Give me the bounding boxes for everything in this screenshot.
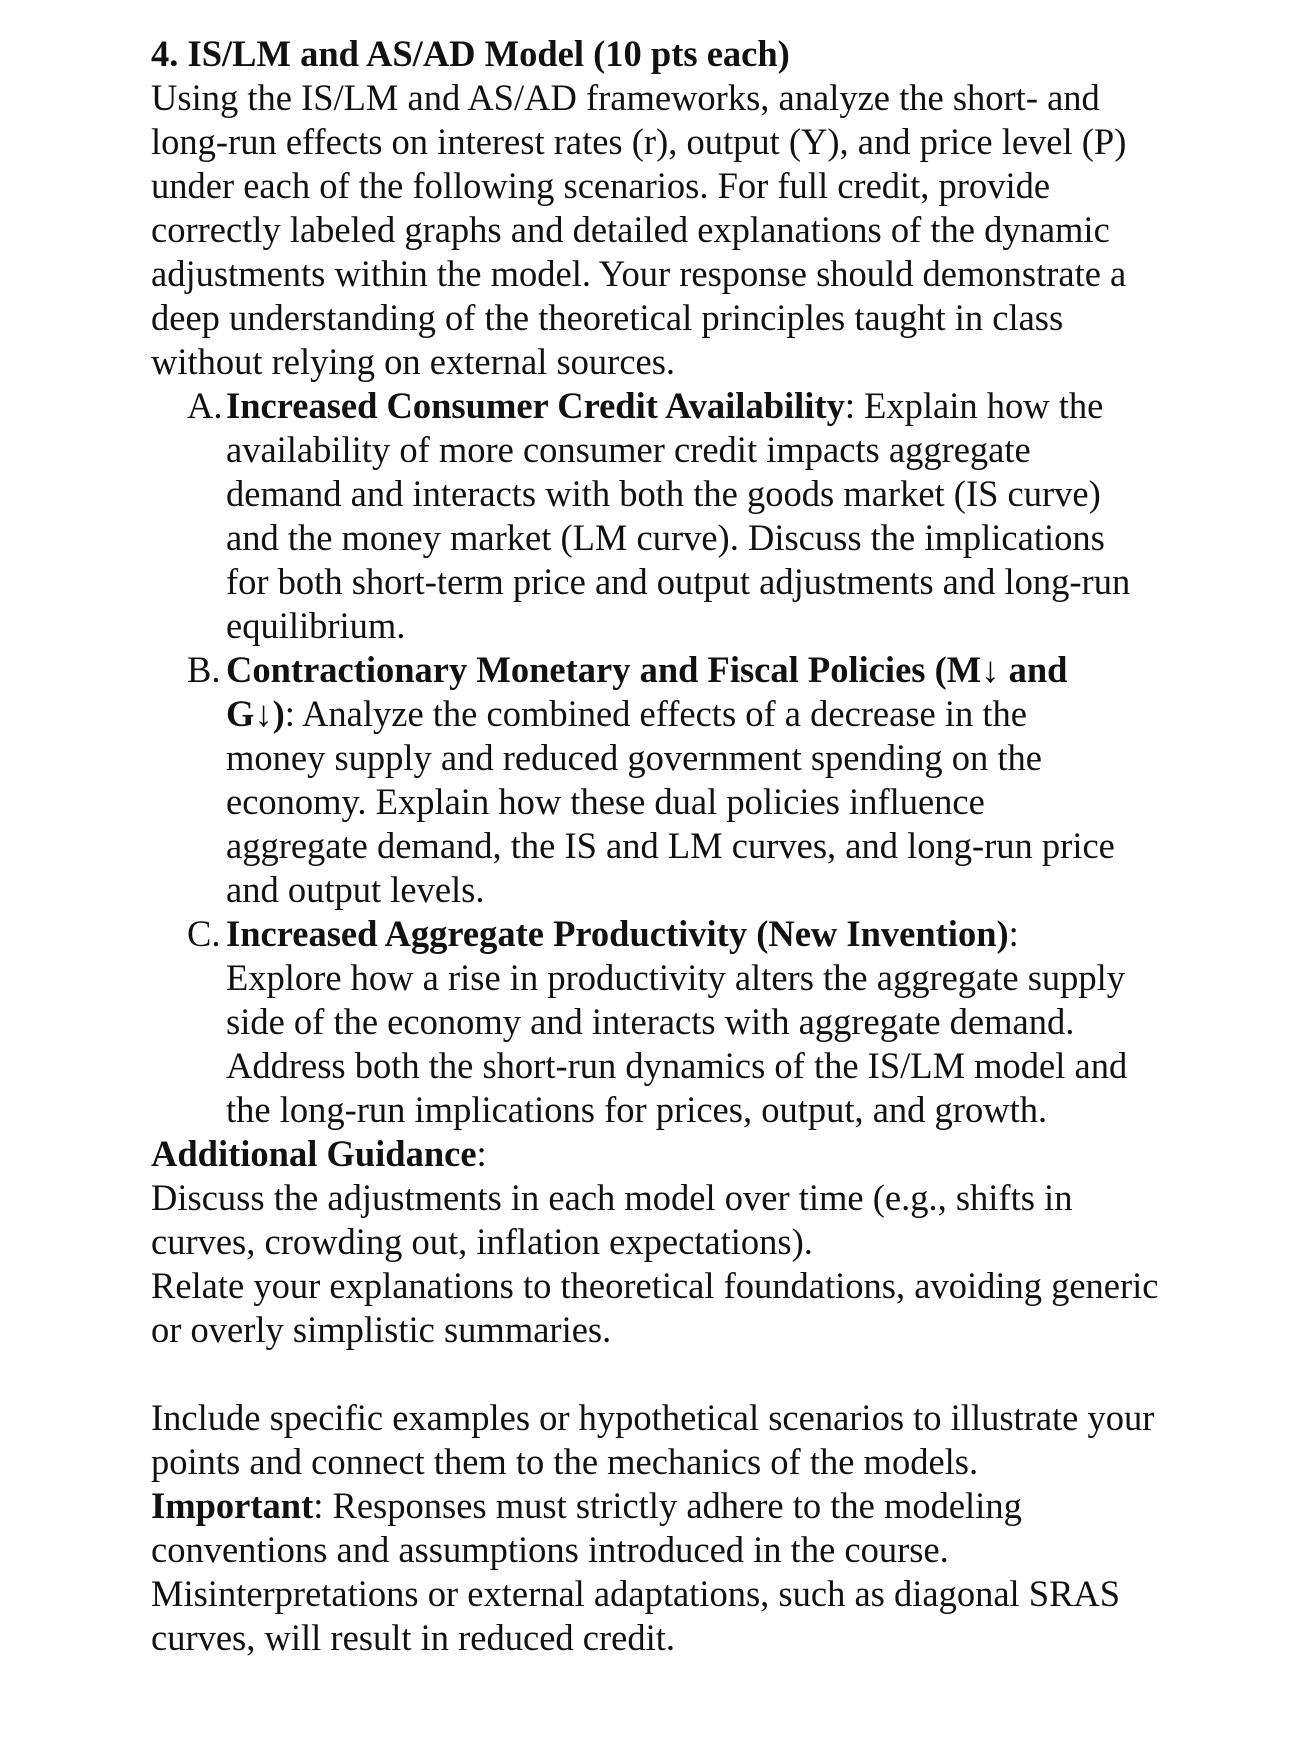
scenario-heading: Contractionary Monetary and Fiscal Policies (M↓ and G↓) (226, 649, 1068, 734)
scenario-text: : Explore how a rise in productivity alters the aggregate supply side of the economy and interacts with aggregate demand. Address both the short-run dynamics of the IS/LM model and the long-run implications for prices, output, and growth. (226, 913, 1128, 1130)
important-text: : Responses must strictly adhere to the modeling conventions and assumptions introduced in the course. Misinterpretations or external adaptations, such as diagonal SRAS curves, will result in reduced credit. (151, 1485, 1121, 1658)
scenario-text: : Analyze the combined effects of a decrease in the money supply and reduced government spending on the economy. Explain how these dual policies influence aggregate demand, the IS and LM curves, and long-run price and output levels. (226, 693, 1115, 910)
guidance-title (151, 1132, 1161, 1176)
scenario-heading: Increased Consumer Credit Availability (226, 385, 845, 426)
scenario-body (226, 384, 1131, 648)
scenario-body (226, 648, 1131, 912)
guidance-line-2: Relate your explanations to theoretical foundations, avoiding generic or overly simplistic summaries. (151, 1265, 1159, 1350)
guidance-heading: Additional Guidance (151, 1133, 477, 1174)
paragraph-spacer (151, 1352, 1161, 1396)
scenario-text: : Explain how the availability of more consumer credit impacts aggregate demand and interacts with both the goods market (IS curve) and the money market (LM curve). Discuss the implications for both short-term price and output adjustments and long-run equilibrium. (226, 385, 1131, 646)
scenario-letter: C. (187, 913, 221, 954)
important-heading: Important (151, 1485, 314, 1526)
important-note (151, 1484, 1161, 1660)
guidance-line-3: Include specific examples or hypothetical scenarios to illustrate your points and connect them to the mechanics of the models. (151, 1397, 1155, 1482)
document-body (151, 32, 1161, 1660)
scenario-list (151, 384, 1161, 1132)
question-intro: Using the IS/LM and AS/AD frameworks, analyze the short- and long-run effects on interest rates (r), output (Y), and price level (P) under each of the following scenarios. For full credit, provide correctly labeled graphs and detailed explanations of the dynamic adjustments within the model. Your response should demonstrate a deep understanding of the theoretical principles taught in class without relying on external sources. (151, 77, 1127, 382)
scenario-letter: A. (187, 385, 223, 426)
scenario-item-a (151, 384, 1161, 648)
scenario-item-c (151, 912, 1161, 1132)
scenario-body (226, 912, 1131, 1132)
scenario-heading: Increased Aggregate Productivity (New Invention) (226, 913, 1009, 954)
question-title: 4. IS/LM and AS/AD Model (10 pts each) (151, 33, 790, 74)
scenario-item-b (151, 648, 1161, 912)
scenario-letter: B. (187, 649, 221, 690)
guidance-colon: : (476, 1133, 487, 1174)
guidance-line-1: Discuss the adjustments in each model over time (e.g., shifts in curves, crowding out, inflation expectations). (151, 1177, 1073, 1262)
